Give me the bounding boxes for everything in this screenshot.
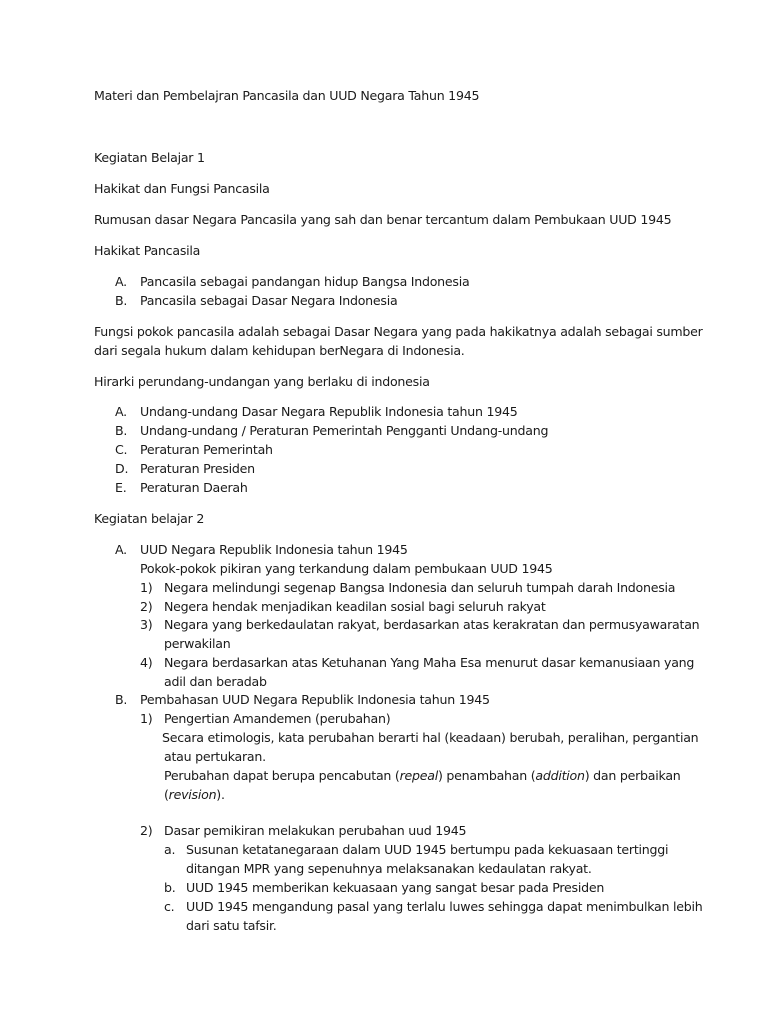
list-marker: C. xyxy=(115,442,128,457)
text-run: ( xyxy=(164,787,169,802)
subsection-title: Pengertian Amandemen (perubahan) xyxy=(164,711,391,726)
list-item-continuation: perwakilan xyxy=(164,636,231,651)
list-item-continuation: ditangan MPR yang sepenuhnya melaksanakan kedaulatan rakyat. xyxy=(186,861,592,876)
list-item: UUD 1945 memberikan kekuasaan yang sangat besar pada Presiden xyxy=(186,880,605,895)
list-item: Peraturan Daerah xyxy=(140,480,248,495)
list-marker: 1) xyxy=(140,580,153,595)
list-item: Peraturan Pemerintah xyxy=(140,442,273,457)
paragraph-fungsi-line: dari segala hukum dalam kehidupan berNegara di Indonesia. xyxy=(94,343,465,358)
paragraph-etimologis-line: Secara etimologis, kata perubahan berarti hal (keadaan) berubah, peralihan, pergantian xyxy=(162,730,699,745)
list-marker: E. xyxy=(115,480,127,495)
list-item: Negara berdasarkan atas Ketuhanan Yang Maha Esa menurut dasar kemanusiaan yang xyxy=(164,655,695,670)
list-item: Negara yang berkedaulatan rakyat, berdasarkan atas kerakratan dan permusyawaratan xyxy=(164,617,700,632)
subheading-hakikat-fungsi: Hakikat dan Fungsi Pancasila xyxy=(94,181,270,196)
list-item: Pancasila sebagai Dasar Negara Indonesia xyxy=(140,293,398,308)
list-item: Susunan ketatanegaraan dalam UUD 1945 bertumpu pada kekuasaan tertinggi xyxy=(186,842,669,857)
subsection-title: Dasar pemikiran melakukan perubahan uud 1945 xyxy=(164,823,467,838)
paragraph-rumusan: Rumusan dasar Negara Pancasila yang sah dan benar tercantum dalam Pembukaan UUD 1945 xyxy=(94,212,672,227)
section-a-subtitle: Pokok-pokok pikiran yang terkandung dalam pembukaan UUD 1945 xyxy=(140,561,553,576)
paragraph-etimologis-line: atau pertukaran. xyxy=(164,749,266,764)
subheading-hakikat-pancasila: Hakikat Pancasila xyxy=(94,243,201,258)
section-b-title: Pembahasan UUD Negara Republik Indonesia tahun 1945 xyxy=(140,692,490,707)
list-item: UUD 1945 mengandung pasal yang terlalu luwes sehingga dapat menimbulkan lebih xyxy=(186,899,703,914)
term-addition: addition xyxy=(535,768,585,783)
list-marker: 3) xyxy=(140,617,153,632)
text-run: ) dan perbaikan xyxy=(584,768,681,783)
list-marker: c. xyxy=(164,899,175,914)
paragraph-perubahan-line xyxy=(164,767,681,785)
list-marker: D. xyxy=(115,461,129,476)
list-item: Negera hendak menjadikan keadilan sosial bagi seluruh rakyat xyxy=(164,599,546,614)
list-item: Undang-undang Dasar Negara Republik Indonesia tahun 1945 xyxy=(140,404,518,419)
list-marker: a. xyxy=(164,842,176,857)
list-item: Pancasila sebagai pandangan hidup Bangsa Indonesia xyxy=(140,274,470,289)
section-heading-kegiatan-2: Kegiatan belajar 2 xyxy=(94,511,205,526)
term-repeal: repeal xyxy=(399,768,438,783)
section-a-title: UUD Negara Republik Indonesia tahun 1945 xyxy=(140,542,408,557)
text-run: Perubahan dapat berupa pencabutan ( xyxy=(164,768,400,783)
list-marker: B. xyxy=(115,293,128,308)
text-run: ) penambahan ( xyxy=(437,768,536,783)
list-marker: 4) xyxy=(140,655,153,670)
paragraph-perubahan-line xyxy=(164,786,225,804)
paragraph-fungsi-line: Fungsi pokok pancasila adalah sebagai Dasar Negara yang pada hakikatnya adalah sebagai sumber xyxy=(94,324,703,339)
document-title: Materi dan Pembelajran Pancasila dan UUD Negara Tahun 1945 xyxy=(94,88,480,103)
list-marker: B. xyxy=(115,692,128,707)
list-item: Undang-undang / Peraturan Pemerintah Pengganti Undang-undang xyxy=(140,423,549,438)
list-marker: A. xyxy=(115,274,127,289)
term-revision: revision xyxy=(168,787,217,802)
list-item: Negara melindungi segenap Bangsa Indonesia dan seluruh tumpah darah Indonesia xyxy=(164,580,676,595)
section-heading-kegiatan-1: Kegiatan Belajar 1 xyxy=(94,150,205,165)
list-marker: 2) xyxy=(140,599,153,614)
list-marker: 2) xyxy=(140,823,153,838)
text-run: ). xyxy=(216,787,225,802)
list-marker: 1) xyxy=(140,711,153,726)
list-item-continuation: dari satu tafsir. xyxy=(186,918,277,933)
list-marker: A. xyxy=(115,404,127,419)
list-item: Peraturan Presiden xyxy=(140,461,255,476)
list-marker: B. xyxy=(115,423,128,438)
subheading-hirarki: Hirarki perundang-undangan yang berlaku di indonesia xyxy=(94,374,430,389)
list-marker: b. xyxy=(164,880,176,895)
list-item-continuation: adil dan beradab xyxy=(164,674,267,689)
list-marker: A. xyxy=(115,542,127,557)
